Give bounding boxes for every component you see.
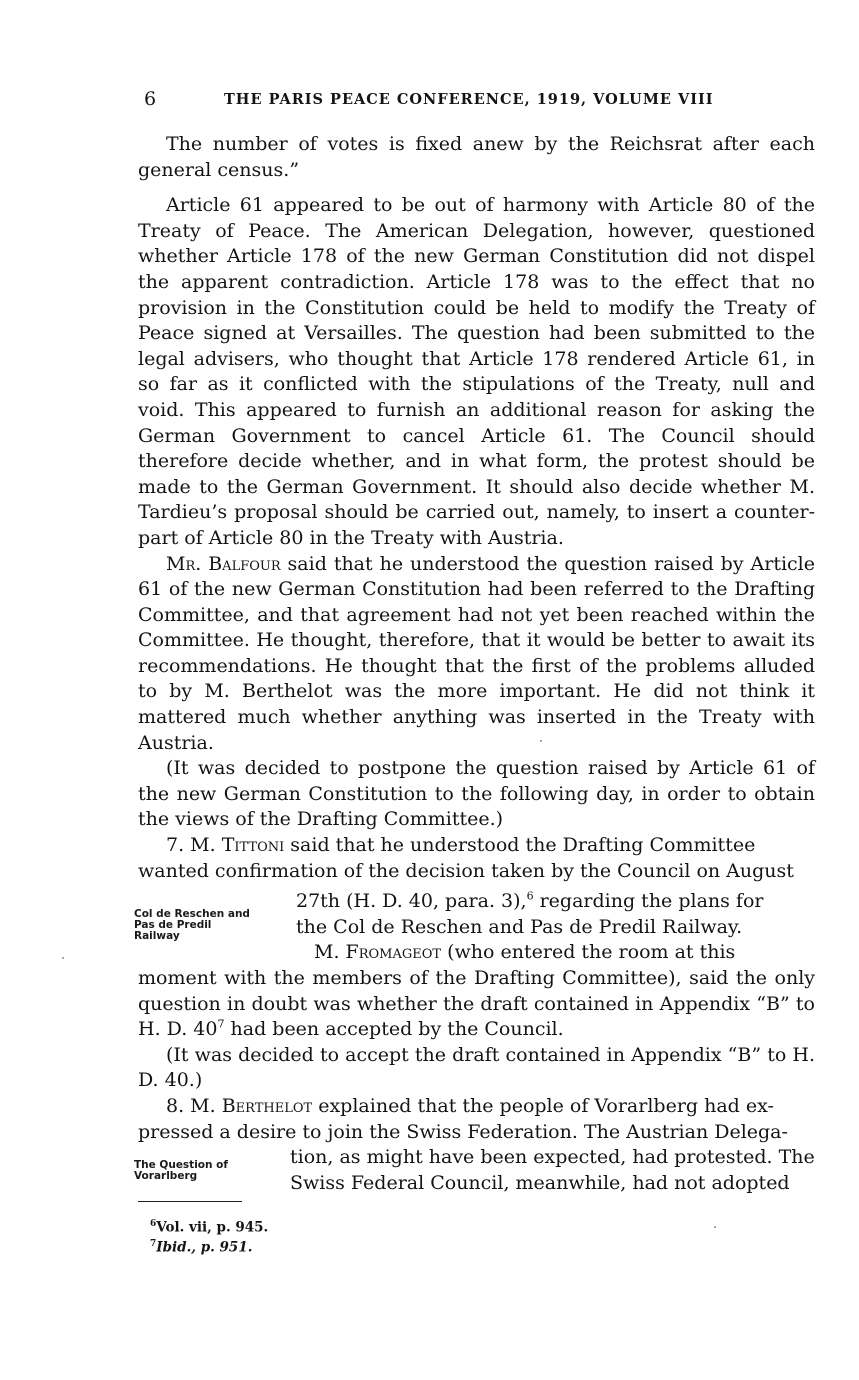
fromageot-end: had been accepted by the Council. bbox=[224, 1018, 564, 1041]
fromageot-line1-text: (who entered the room at this bbox=[441, 941, 736, 964]
margin-note-vorarlberg bbox=[134, 1160, 284, 1182]
berthelot-line1: explained that the people of Vorarlberg had ex- bbox=[312, 1094, 774, 1117]
tittoni-indented-lines bbox=[296, 889, 815, 966]
scan-speck bbox=[62, 957, 64, 959]
footnote-ref-6: 6 bbox=[526, 889, 534, 903]
body-text-lower bbox=[138, 966, 815, 1145]
margin-note-line: Vorarlberg bbox=[134, 1170, 198, 1182]
paragraph-berthelot-start bbox=[138, 1094, 815, 1120]
berthelot-line2: pressed a desire to join the Swiss Federation. The Austrian Delega- bbox=[138, 1120, 788, 1143]
tittoni-line3b: regarding the plans for bbox=[533, 890, 764, 912]
margin-note-line: Railway bbox=[134, 930, 180, 942]
speaker-fromageot: Fromageot bbox=[345, 941, 442, 964]
speaker-berthelot: Berthelot bbox=[221, 1094, 313, 1117]
margin-note-col-de-reschen bbox=[134, 909, 284, 942]
item-number-7: 7. M. bbox=[166, 834, 222, 857]
balfour-statement: said that he understood the question raised by Article 61 of the new German Constitution had been referred to the Drafting Committee, and that agreement had not yet been reached within the Committee. He thought, therefore, that it would be better to await its recommendations. He thought that the first of the problems alluded to by M. Berthelot was the more important. He did not think it mattered much whether anything was inserted in the Treaty with Austria. bbox=[138, 552, 815, 754]
margin-note-line: Col de Reschen and bbox=[134, 908, 250, 920]
margin-note-line: Pas de Predil bbox=[134, 919, 212, 931]
fromageot-prefix: M. bbox=[314, 941, 346, 964]
speaker-balfour: Mr. Balfour bbox=[166, 552, 281, 575]
speaker-tittoni: Tittoni bbox=[221, 834, 285, 857]
page-number: 6 bbox=[144, 88, 157, 110]
footnote-6-mark: 6 bbox=[150, 1219, 157, 1229]
item-number-8: 8. M. bbox=[166, 1094, 222, 1117]
berthelot-indented-lines bbox=[290, 1145, 815, 1196]
footnote-7-mark: 7 bbox=[150, 1238, 157, 1249]
footnotes bbox=[150, 1216, 268, 1255]
fromageot-rest: moment with the members of the Drafting Committee), said the only question in doubt was whether the draft contained in Appendix “B” to H. D. 40 bbox=[138, 967, 815, 1041]
berthelot-line4: Swiss Federal Council, meanwhile, had not adopted bbox=[290, 1171, 790, 1194]
paragraph-census: The number of votes is fixed anew by the Reichsrat after each general census.” bbox=[138, 133, 815, 181]
footnote-rule bbox=[138, 1201, 242, 1202]
tittoni-line1: said that he understood the Drafting Committee bbox=[284, 834, 756, 857]
paragraph-decision-accept: (It was decided to accept the draft contained in Appendix “B” to H. D. 40.) bbox=[138, 1043, 815, 1092]
footnote-ref-7: 7 bbox=[217, 1017, 225, 1031]
scan-speck bbox=[540, 740, 542, 742]
footnote-6-text: Vol. vii, p. 945. bbox=[156, 1219, 269, 1236]
footnote-7 bbox=[150, 1236, 268, 1256]
paragraph-decision-postpone: (It was decided to postpone the question raised by Article 61 of the new German Constitution to the following day, in order to obtain the views of the Drafting Committee.) bbox=[138, 757, 815, 831]
tittoni-line3 bbox=[296, 889, 815, 915]
body-text-upper bbox=[138, 132, 815, 884]
berthelot-line3: tion, as might have been expected, had protested. The bbox=[290, 1146, 815, 1168]
running-title: THE PARIS PEACE CONFERENCE, 1919, VOLUME VIII bbox=[224, 91, 714, 108]
margin-note-line: The Question of bbox=[134, 1159, 228, 1171]
paragraph-balfour bbox=[138, 552, 815, 757]
tittoni-line3a: 27th (H. D. 40, para. 3), bbox=[296, 890, 527, 912]
fromageot-line1 bbox=[296, 940, 815, 966]
scan-speck bbox=[714, 1226, 716, 1228]
paragraph-fromageot-rest bbox=[138, 966, 815, 1043]
footnote-6 bbox=[150, 1216, 268, 1236]
paragraph-article-61: Article 61 appeared to be out of harmony with Article 80 of the Treaty of Peace. The American Delegation, however, questioned whether Article 178 of the new German Constitution did not dispel the apparent contradiction. Article 178 was to the effect that no provision in the Constitution could be held to modify the Treaty of Peace signed at Versailles. The question had been submitted to the legal advisers, who thought that Article 178 rendered Article 61, in so far as it conflicted with the stipulations of the Treaty, null and void. This appeared to furnish an additional reason for asking the German Government to cancel Article 61. The Council should therefore decide whether, and in what form, the protest should be made to the German Government. It should also decide whether M. Tardieu’s proposal should be carried out, namely, to insert a counter-part of Article 80 in the Treaty with Austria. bbox=[138, 194, 815, 549]
tittoni-line4: the Col de Reschen and Pas de Predil Railway. bbox=[296, 915, 743, 938]
tittoni-line2: wanted confirmation of the decision taken by the Council on August bbox=[138, 859, 794, 882]
footnote-7-text: Ibid., p. 951. bbox=[156, 1239, 253, 1255]
paragraph-tittoni-start bbox=[138, 833, 815, 859]
